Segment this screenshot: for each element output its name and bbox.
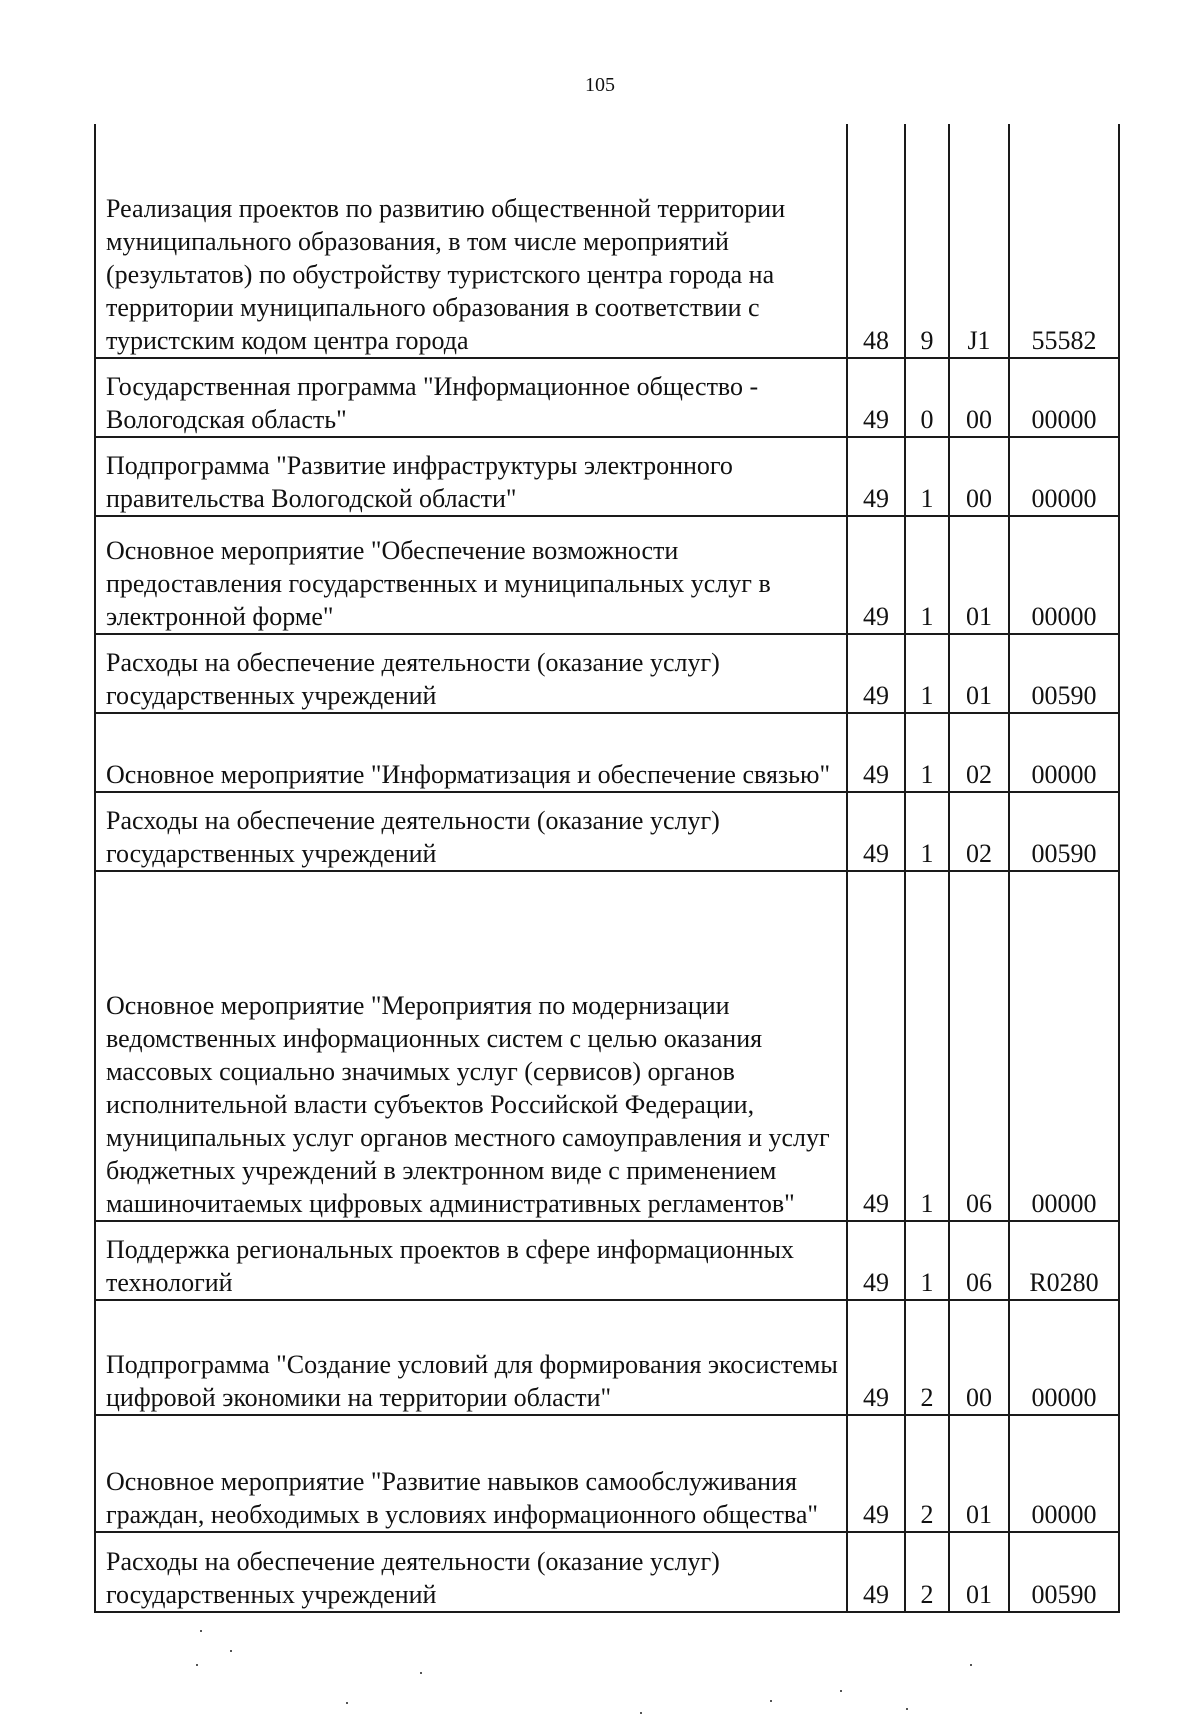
program-code: 49 [847, 358, 905, 437]
row-name: Основное мероприятие "Мероприятия по модернизации ведомственных информационных систем с целью оказания массовых социально значимых услуг (сервисов) органов исполнительной власти субъектов Российской Федерации, муниципальных услуг органов местного самоуправления и услуг бюджетных учреждений в электронном виде с применением машиночитаемых цифровых административных регламентов" [95, 871, 847, 1221]
table-row [95, 124, 1119, 358]
table-row [95, 516, 1119, 634]
main-event-code: 06 [949, 871, 1009, 1221]
subprogram-code: 0 [905, 358, 949, 437]
table-row [95, 1415, 1119, 1532]
direction-code: 00000 [1009, 1300, 1119, 1415]
table-row [95, 713, 1119, 792]
direction-code: 00000 [1009, 1415, 1119, 1532]
subprogram-code: 1 [905, 437, 949, 516]
main-event-code: 01 [949, 516, 1009, 634]
subprogram-code: 1 [905, 792, 949, 871]
program-code: 49 [847, 871, 905, 1221]
main-event-code: 02 [949, 792, 1009, 871]
main-event-code: 01 [949, 1415, 1009, 1532]
direction-code: 00590 [1009, 634, 1119, 713]
row-name: Расходы на обеспечение деятельности (оказание услуг) государственных учреждений [95, 792, 847, 871]
page-number: 105 [585, 74, 615, 96]
scan-speck [196, 1664, 198, 1666]
scan-speck [770, 1700, 772, 1702]
table-row [95, 792, 1119, 871]
direction-code: 00000 [1009, 358, 1119, 437]
scan-speck [200, 1630, 202, 1632]
program-code: 49 [847, 1221, 905, 1300]
program-code: 49 [847, 634, 905, 713]
subprogram-code: 9 [905, 124, 949, 358]
table-row [95, 1300, 1119, 1415]
scan-speck [970, 1664, 972, 1666]
scan-speck [230, 1650, 232, 1652]
table-row [95, 871, 1119, 1221]
row-name: Государственная программа "Информационное общество - Вологодская область" [95, 358, 847, 437]
direction-code: R0280 [1009, 1221, 1119, 1300]
direction-code: 00000 [1009, 516, 1119, 634]
row-name: Поддержка региональных проектов в сфере информационных технологий [95, 1221, 847, 1300]
subprogram-code: 1 [905, 634, 949, 713]
subprogram-code: 2 [905, 1300, 949, 1415]
scan-speck [420, 1672, 422, 1674]
program-code: 49 [847, 516, 905, 634]
direction-code: 00590 [1009, 792, 1119, 871]
program-code: 49 [847, 1415, 905, 1532]
direction-code: 00000 [1009, 437, 1119, 516]
row-name: Основное мероприятие "Обеспечение возможности предоставления государственных и муниципальных услуг в электронной форме" [95, 516, 847, 634]
table-row [95, 437, 1119, 516]
table-row [95, 634, 1119, 713]
direction-code: 00000 [1009, 871, 1119, 1221]
subprogram-code: 2 [905, 1415, 949, 1532]
table-row [95, 1221, 1119, 1300]
row-name: Основное мероприятие "Развитие навыков самообслуживания граждан, необходимых в условиях информационного общества" [95, 1415, 847, 1532]
program-code: 49 [847, 437, 905, 516]
direction-code: 00000 [1009, 713, 1119, 792]
row-name: Расходы на обеспечение деятельности (оказание услуг) государственных учреждений [95, 634, 847, 713]
main-event-code: 01 [949, 1532, 1009, 1612]
subprogram-code: 1 [905, 516, 949, 634]
subprogram-code: 1 [905, 713, 949, 792]
program-code: 48 [847, 124, 905, 358]
program-code: 49 [847, 1300, 905, 1415]
table-row [95, 358, 1119, 437]
main-event-code: 00 [949, 358, 1009, 437]
subprogram-code: 1 [905, 1221, 949, 1300]
main-event-code: 01 [949, 634, 1009, 713]
main-event-code: 00 [949, 437, 1009, 516]
main-event-code: 06 [949, 1221, 1009, 1300]
row-name: Подпрограмма "Развитие инфраструктуры электронного правительства Вологодской области" [95, 437, 847, 516]
direction-code: 00590 [1009, 1532, 1119, 1612]
direction-code: 55582 [1009, 124, 1119, 358]
subprogram-code: 1 [905, 871, 949, 1221]
row-name: Расходы на обеспечение деятельности (оказание услуг) государственных учреждений [95, 1532, 847, 1612]
main-event-code: J1 [949, 124, 1009, 358]
main-event-code: 00 [949, 1300, 1009, 1415]
table-row [95, 1532, 1119, 1612]
row-name: Основное мероприятие "Информатизация и обеспечение связью" [95, 713, 847, 792]
scan-speck [906, 1708, 908, 1710]
scan-speck [840, 1690, 842, 1692]
program-code: 49 [847, 713, 905, 792]
scan-speck [640, 1712, 642, 1714]
subprogram-code: 2 [905, 1532, 949, 1612]
budget-classification-table [94, 124, 1120, 1613]
main-event-code: 02 [949, 713, 1009, 792]
program-code: 49 [847, 792, 905, 871]
row-name: Подпрограмма "Создание условий для формирования экосистемы цифровой экономики на территории области" [95, 1300, 847, 1415]
program-code: 49 [847, 1532, 905, 1612]
scan-speck [346, 1702, 348, 1704]
row-name: Реализация проектов по развитию общественной территории муниципального образования, в том числе мероприятий (результатов) по обустройству туристского центра города на территории муниципального образования в соответствии с туристским кодом центра города [95, 124, 847, 358]
